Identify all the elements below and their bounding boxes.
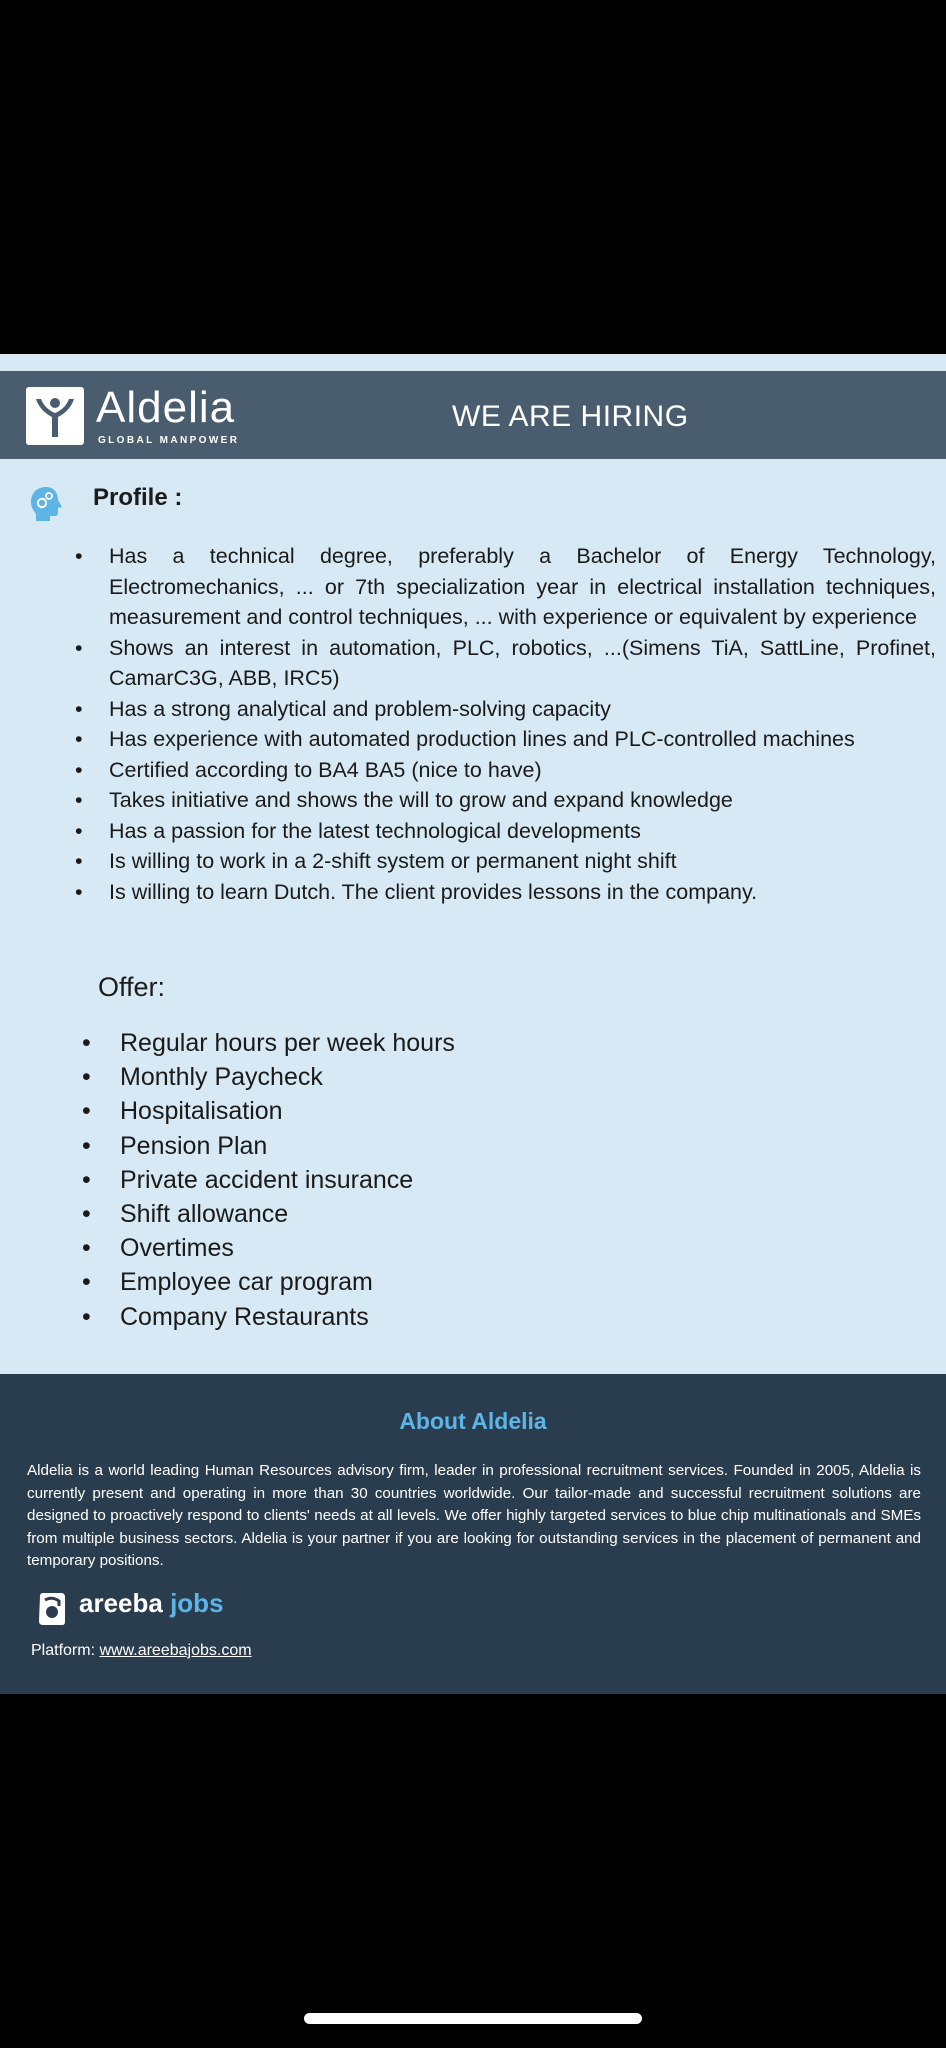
areeba-jobs-brand <box>79 1588 224 1619</box>
areeba-logo-icon <box>36 1592 68 1631</box>
profile-requirements-list <box>72 541 936 907</box>
list-item: • Takes initiative and shows the will to grow and expand knowledge <box>72 785 936 816</box>
list-item: • Has a technical degree, preferably a Bachelor of Energy Technology, Electromechanics, ... or 7th specialization year in electrical installation techniques, measurement and control techniques, ... with experience or equivalent by experience <box>72 541 936 633</box>
list-item: • Private accident insurance <box>72 1163 455 1197</box>
aldelia-logo-icon <box>26 387 84 445</box>
areeba-brand-part: areeba <box>79 1588 163 1618</box>
home-indicator[interactable] <box>304 2013 642 2024</box>
list-item: • Overtimes <box>72 1231 455 1265</box>
about-title: About Aldelia <box>399 1408 547 1434</box>
jobs-brand-part: jobs <box>170 1588 224 1618</box>
profile-title: Profile : <box>93 484 183 511</box>
offer-benefits-list <box>72 1026 455 1334</box>
list-item: • Is willing to work in a 2-shift system or permanent night shift <box>72 846 936 877</box>
poster-header <box>0 371 946 459</box>
list-item: • Has experience with automated production lines and PLC-controlled machines <box>72 724 936 755</box>
brand-subtitle: GLOBAL MANPOWER <box>98 435 240 446</box>
about-paragraph: Aldelia is a world leading Human Resources advisory firm, leader in professional recruitment services. Founded in 2005, Aldelia is currently present and operating in more than 30 countries worldwide. Our tailor-made and successful recruitment solutions are designed to proactively respond to clients' needs at all levels. We offer highly targeted services to blue chip multinationals and SMEs from multiple business sectors. Aldelia is your partner if you are looking for outstanding services in the placement of permanent and temporary positions. <box>27 1462 921 1569</box>
list-item: • Has a passion for the latest technological developments <box>72 816 936 847</box>
about-section <box>0 1374 946 1694</box>
poster-top-strip <box>0 354 946 371</box>
platform-label: Platform: <box>31 1642 96 1659</box>
list-item: • Hospitalisation <box>72 1094 455 1128</box>
profile-head-icon <box>28 485 66 528</box>
list-item: • Employee car program <box>72 1265 455 1299</box>
list-item: • Has a strong analytical and problem-solving capacity <box>72 694 936 725</box>
list-item: • Certified according to BA4 BA5 (nice to have) <box>72 755 936 786</box>
brand-name: Aldelia <box>96 383 236 432</box>
hiring-banner: WE ARE HIRING <box>452 400 689 433</box>
list-item: • Monthly Paycheck <box>72 1060 455 1094</box>
job-poster-image <box>0 354 946 1694</box>
list-item: • Is willing to learn Dutch. The client provides lessons in the company. <box>72 877 936 908</box>
platform-line <box>31 1642 252 1660</box>
list-item: • Pension Plan <box>72 1129 455 1163</box>
platform-link[interactable]: www.areebajobs.com <box>99 1642 252 1659</box>
list-item: • Shows an interest in automation, PLC, robotics, ...(Simens TiA, SattLine, Profinet, CamarC3G, ABB, IRC5) <box>72 633 936 694</box>
list-item: • Regular hours per week hours <box>72 1026 455 1060</box>
offer-title: Offer: <box>98 972 166 1002</box>
list-item: • Shift allowance <box>72 1197 455 1231</box>
list-item: • Company Restaurants <box>72 1300 455 1334</box>
